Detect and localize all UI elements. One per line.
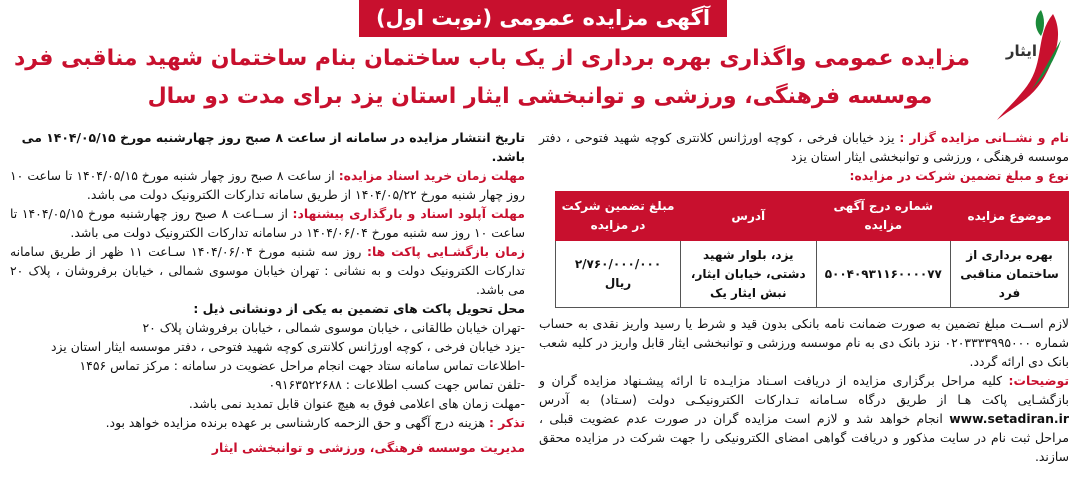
table-cell-ad-number: ۵۰۰۴۰۹۳۱۱۶۰۰۰۰۷۷ [816, 241, 951, 308]
organizer-label: نام و نشــانی مزایده گزار : [899, 130, 1069, 145]
notes-block [539, 371, 1069, 466]
table-header: آدرس [681, 192, 816, 241]
isar-logo [975, 6, 1071, 124]
table-header: شماره درج آگهی مزایده [816, 192, 951, 241]
upload-block [10, 204, 525, 242]
logo-emblem-icon [975, 6, 1071, 124]
purchase-text: از ساعت ۸ صبح روز چهار شنبه مورخ ۱۴۰۴/۰۵/۱۵ تا ساعت ۱۰ روز چهار شنبه مورخ ۱۴۰۴/۰۵/۲۲ از طریق سامانه تدارکات الکترونیک دولت می باشد. [10, 168, 525, 202]
title-line-1: مزایده عمومی واگذاری بهره برداری از یک باب ساختمان بنام ساختمان شهید مناقبی فرد [14, 46, 970, 71]
publish-date-text: تاریخ انتشار مزایده در سامانه از ساعت ۸ صبح روز چهارشنبه مورخ ۱۴۰۴/۰۵/۱۵ می باشد. [21, 130, 525, 164]
table-header-row [556, 192, 1069, 241]
delivery-item: -یزد خیابان فرخی ، کوچه اورژانس کلانتری کوچه شهید فتوحی ، دفتر موسسه ایثار استان یزد [50, 339, 525, 354]
table-row [556, 241, 1069, 308]
organizer-block [539, 128, 1069, 166]
guarantee-type-label: نوع و مبلغ تضمین شرکت در مزایده: [849, 168, 1069, 183]
purchase-block [10, 166, 525, 204]
setad-link[interactable]: www.setadiran.ir [949, 411, 1069, 426]
table-cell-address: یزد، بلوار شهید دشتی، خیابان ایثار، نبش ایثار یک [681, 241, 816, 308]
delivery-item: -اطلاعات تماس سامانه ستاد جهت انجام مراحل عضویت در سامانه : مرکز تماس ۱۴۵۶ [79, 358, 525, 373]
right-column [539, 128, 1069, 466]
ad-banner: آگهی مزایده عمومی (نوبت اول) [359, 0, 727, 37]
table-cell-subject: بهره برداری از ساختمان مناقبی فرد [951, 241, 1069, 308]
opening-label: زمان بازگشـایی پاکت ها: [366, 244, 525, 259]
reminder-block [10, 413, 525, 432]
notes-text-2: انجام خواهد شد و لازم است مزایده گران در صورت عدم عضویت قبلی ، مراحل ثبت نام در سایت مذکور و دریافت گواهی امضای الکترونیکی را جهت شرکت در مزایده محقق سازند. [539, 411, 1069, 464]
delivery-item: -مهلت زمان های اعلامی فوق به هیچ عنوان قابل تمدید نمی باشد. [188, 396, 525, 411]
delivery-item: -تهران خیابان طالقانی ، خیابان موسوی شمالی ، خیابان برفروشان پلاک ۲۰ [142, 320, 525, 335]
purchase-label: مهلت زمان خرید اسناد مزایده: [338, 168, 525, 183]
table-cell-amount: ۲/۷۶۰/۰۰۰/۰۰۰ ریال [556, 241, 681, 308]
reminder-text: هزینه درج آگهی و حق الزحمه کارشناسی بر عهده برنده مزایده خواهد بود. [105, 415, 486, 430]
auction-table [555, 191, 1069, 308]
reminder-label: تذکر : [489, 415, 525, 430]
delivery-item: -تلفن تماس جهت کسب اطلاعات : ۰۹۱۶۳۵۲۲۶۸۸ [268, 377, 525, 392]
opening-text: روز سه شنبه مورخ ۱۴۰۴/۰۶/۰۴ سـاعت ۱۱ ظهر از طریق سامانه تدارکات الکترونیک دولت و به نشانی : تهران خیابان موسوی شمالی ، خیابان برفروشان ، پلاک ۲۰ می باشد. [10, 244, 525, 297]
signature: مدیریت موسسه فرهنگی، ورزشی و توانبخشی ایثار [211, 440, 525, 455]
upload-label: مهلت آپلود اسناد و بارگذاری پیشنهاد: [292, 206, 525, 221]
opening-block [10, 242, 525, 299]
guarantee-text: لازم اســت مبلغ تضمین به صورت ضمانت نامه بانکی بدون قید و شرط یا رسید واریز نقدی به حساب شماره ۰۲۰۳۳۳۳۹۹۵۰۰۰ نزد بانک دی به نام موسسه ورزشی و توانبخشی ایثار قابل واریز در کلیه شعب بانک دی ارائه گردد. [539, 316, 1069, 369]
left-column [10, 128, 525, 457]
title-line-2: موسسه فرهنگی، ورزشی و توانبخشی ایثار استان یزد برای مدت دو سال [147, 84, 933, 109]
table-header: موضوع مزایده [951, 192, 1069, 241]
notes-text: کلیه مراحل برگزاری مزایده از دریافت اسـناد مزایـده تا ارائه پیشـنهاد مزایده گران و بازگشـایی پاکت هـا از طریق درگاه سـامانه تـدارکات الکترونیکـی دولت (سـتاد) به آدرس [539, 373, 1069, 407]
notes-label: توضیحات: [1008, 373, 1069, 388]
delivery-heading: محل تحویل پاکت های تضمین به یکی از دونشانی ذیل : [193, 301, 525, 316]
upload-text: از ســاعت ۸ صبح روز چهارشنبه مورخ ۱۴۰۴/۰۵/۱۵ تا ساعت ۱۰ روز سه شنبه مورخ ۱۴۰۴/۰۶/۰۴ در سامانه تدارکات الکترونیک دولت می باشد. [10, 206, 525, 240]
logo-text: ایثار [1005, 42, 1037, 60]
organizer-text: یزد خیابان فرخی ، کوچه اورژانس کلانتری کوچه شهید فتوحی ، دفتر موسسه فرهنگی ، ورزشی و توانبخشی ایثار استان یزد [539, 130, 1069, 164]
table-header: مبلغ تضمین شرکت در مزایده [556, 192, 681, 241]
